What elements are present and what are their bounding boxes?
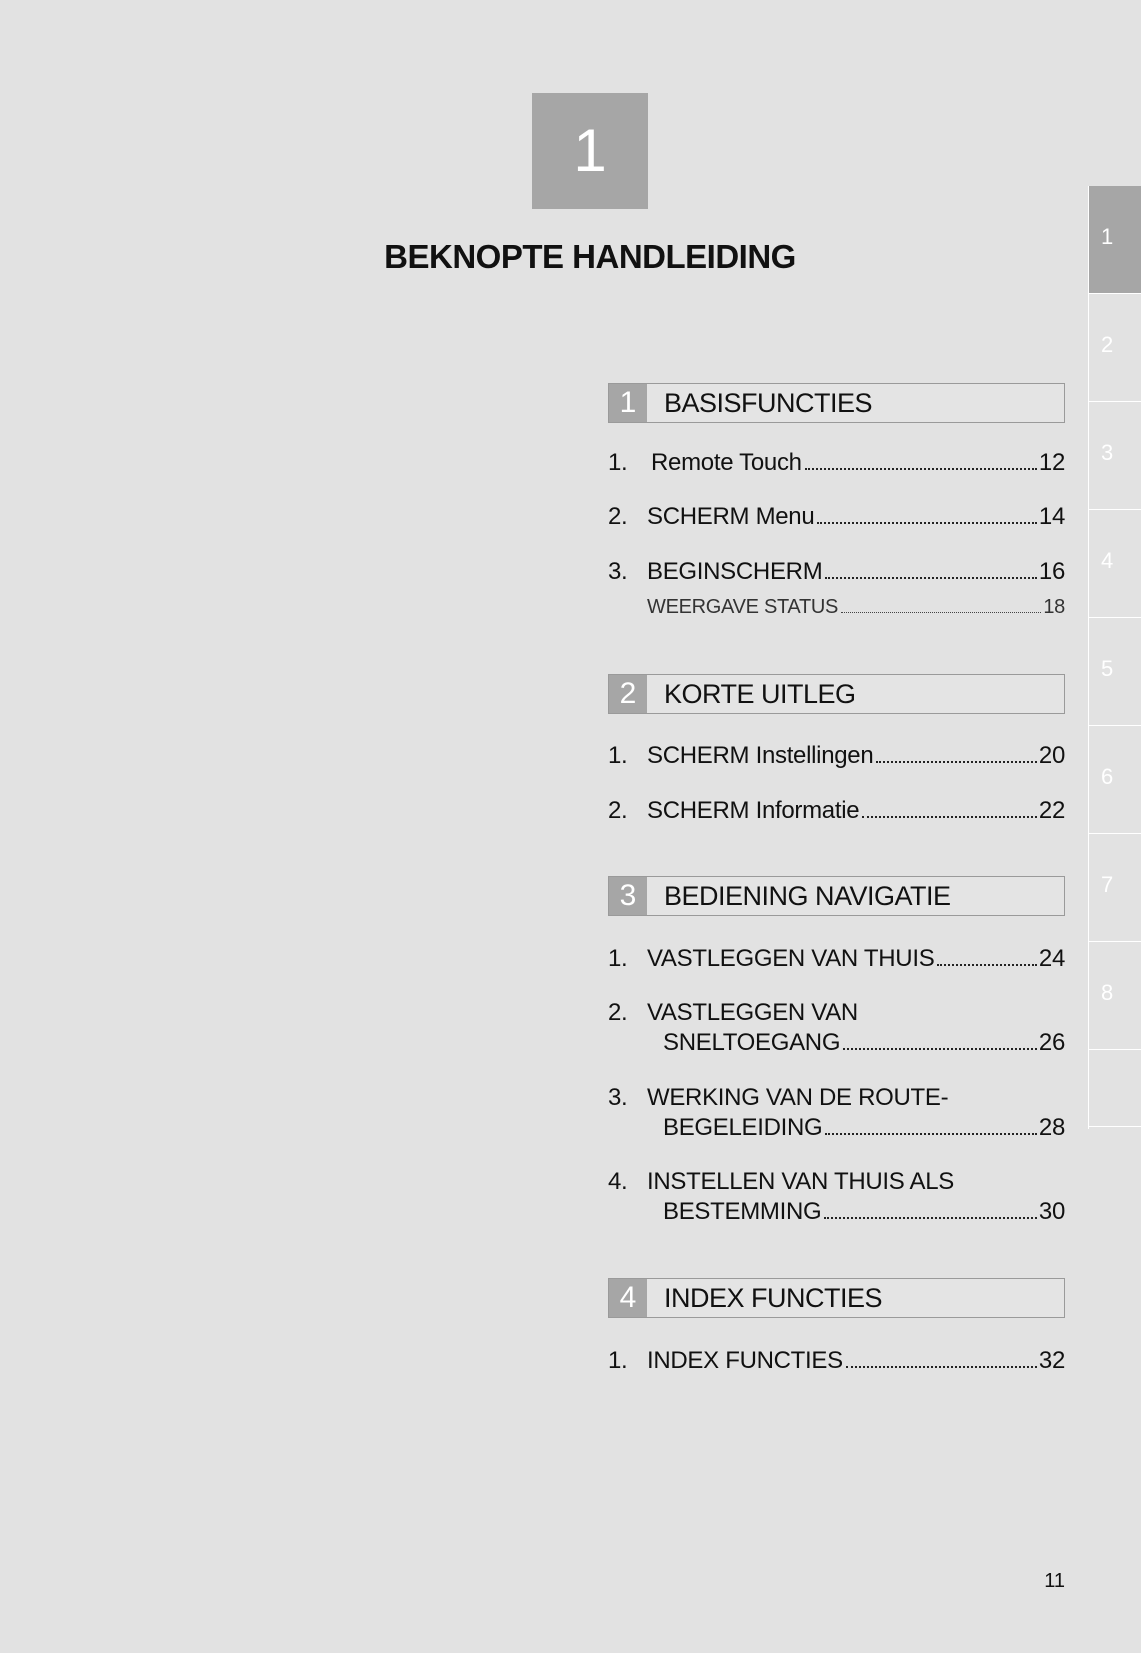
entry-page: 32 <box>1038 1347 1065 1374</box>
entry-title: BEGELEIDING <box>663 1114 823 1141</box>
page-number: 11 <box>1044 1570 1065 1592</box>
side-tab-blank[interactable] <box>1089 1050 1141 1127</box>
dot-leader <box>824 1217 1037 1219</box>
entry-page: 24 <box>1038 945 1065 972</box>
side-tab-5[interactable] <box>1089 618 1141 726</box>
entry-number: 4. <box>608 1168 628 1195</box>
entry-page: 26 <box>1038 1029 1065 1056</box>
entry-page: 20 <box>1038 742 1065 769</box>
section-number: 4 <box>609 1279 647 1317</box>
side-tab-1[interactable] <box>1089 186 1141 294</box>
chapter-title: BEKNOPTE HANDLEIDING <box>384 238 796 275</box>
entry-number: 2. <box>608 999 628 1026</box>
entry-title-line1: INSTELLEN VAN THUIS ALS <box>647 1168 954 1195</box>
toc-entry[interactable] <box>608 1167 1065 1227</box>
entry-number: 1. <box>608 449 628 476</box>
entry-number: 2. <box>608 503 628 530</box>
section-header-3 <box>608 876 1065 916</box>
entry-page: 12 <box>1038 449 1065 476</box>
entry-title: SNELTOEGANG <box>663 1029 841 1056</box>
entry-number: 1. <box>608 945 628 972</box>
entry-page: 28 <box>1038 1114 1065 1141</box>
side-tab-label: 5 <box>1101 656 1114 681</box>
entry-title: SCHERM Informatie <box>647 797 860 824</box>
side-tab-label: 1 <box>1101 224 1114 249</box>
entry-title: Remote Touch <box>651 449 802 476</box>
entry-page: 30 <box>1038 1198 1065 1225</box>
entry-page: 18 <box>1043 596 1065 618</box>
toc-entry[interactable] <box>608 1083 1065 1143</box>
chapter-number-box: 1 <box>532 93 648 209</box>
entry-title: INDEX FUNCTIES <box>647 1347 843 1374</box>
section-header-4 <box>608 1278 1065 1318</box>
entry-number: 2. <box>608 797 628 824</box>
section-title: INDEX FUNCTIES <box>664 1283 883 1313</box>
side-tab-4[interactable] <box>1089 510 1141 618</box>
side-tab-label: 7 <box>1101 872 1114 897</box>
entry-number: 3. <box>608 1084 628 1111</box>
section-header-2 <box>608 674 1065 714</box>
entry-title: VASTLEGGEN VAN THUIS <box>647 945 935 972</box>
entry-number: 1. <box>608 742 628 769</box>
side-tab-label: 2 <box>1101 332 1114 357</box>
side-tab-7[interactable] <box>1089 834 1141 942</box>
side-tab-3[interactable] <box>1089 402 1141 510</box>
section-title: BASISFUNCTIES <box>664 388 873 418</box>
section-title: BEDIENING NAVIGATIE <box>664 881 951 911</box>
side-tab-label: 8 <box>1101 980 1114 1005</box>
side-tab-6[interactable] <box>1089 726 1141 834</box>
entry-number: 1. <box>608 1347 628 1374</box>
entry-page: 14 <box>1038 503 1065 530</box>
section-number: 2 <box>609 675 647 713</box>
entry-title: BEGINSCHERM <box>647 558 823 585</box>
dot-leader <box>862 816 1037 818</box>
side-tab-label: 6 <box>1101 764 1114 789</box>
section-header-1 <box>608 383 1065 423</box>
chapter-side-tabs <box>1089 186 1141 1127</box>
dot-leader <box>817 522 1036 524</box>
dot-leader <box>876 761 1037 763</box>
entry-title: SCHERM Instellingen <box>647 742 874 769</box>
dot-leader <box>937 964 1036 966</box>
entry-title-line1: WERKING VAN DE ROUTE- <box>647 1084 949 1111</box>
table-of-contents <box>608 383 1065 1374</box>
dot-leader <box>825 1133 1036 1135</box>
dot-leader <box>841 612 1041 613</box>
entry-title: WEERGAVE STATUS <box>647 596 839 618</box>
dot-leader <box>825 577 1037 579</box>
side-tab-2[interactable] <box>1089 294 1141 402</box>
side-tab-label: 3 <box>1101 440 1114 465</box>
entry-title: BESTEMMING <box>663 1198 822 1225</box>
entry-title: SCHERM Menu <box>647 503 815 530</box>
entry-page: 16 <box>1038 558 1065 585</box>
section-number: 3 <box>609 877 647 915</box>
toc-entry[interactable] <box>608 998 1065 1058</box>
dot-leader <box>805 468 1037 470</box>
side-tab-label: 4 <box>1101 548 1114 573</box>
side-tab-8[interactable] <box>1089 942 1141 1050</box>
section-number: 1 <box>609 384 647 422</box>
dot-leader <box>846 1366 1037 1368</box>
entry-title-line1: VASTLEGGEN VAN <box>647 999 858 1026</box>
dot-leader <box>843 1048 1037 1050</box>
section-title: KORTE UITLEG <box>664 679 856 709</box>
entry-number: 3. <box>608 558 628 585</box>
entry-page: 22 <box>1038 797 1065 824</box>
